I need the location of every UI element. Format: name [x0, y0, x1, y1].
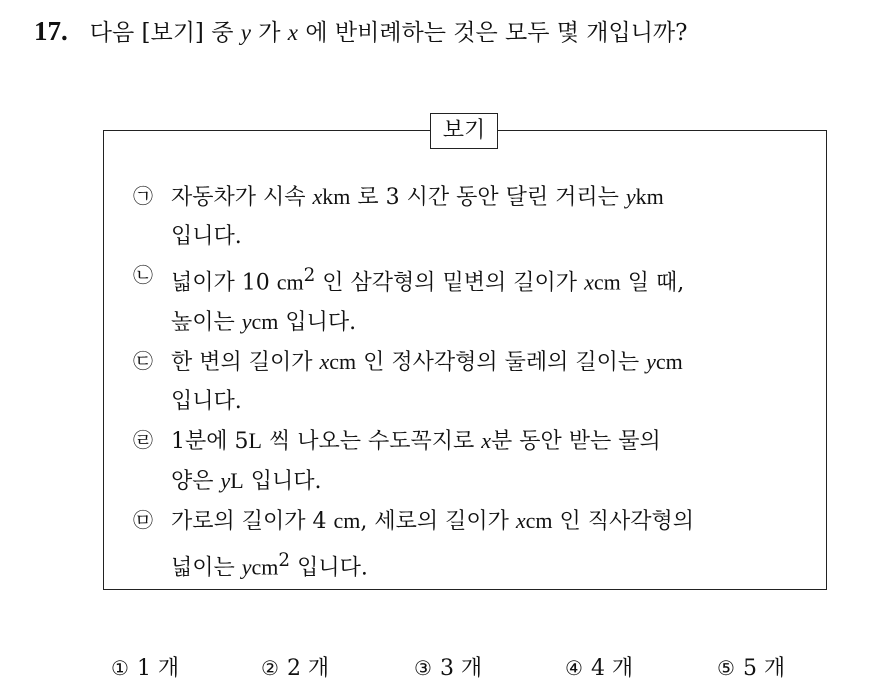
superscript: 2: [303, 265, 316, 286]
superscript: 2: [278, 550, 291, 572]
choice-number-mark: ⑤: [717, 656, 735, 680]
answer-choice-5[interactable]: [717, 652, 785, 685]
unit: cm: [593, 269, 621, 295]
item-line: [171, 256, 813, 302]
choice-label: 3 개: [439, 656, 483, 681]
answer-choice-4[interactable]: [565, 652, 633, 685]
variable-y: y: [646, 349, 656, 375]
variable-x: x: [584, 269, 594, 295]
choice-number-mark: ②: [261, 656, 279, 680]
question-text-part: 가: [250, 20, 288, 46]
item-marker: ㉣: [133, 428, 153, 453]
item-marker: ㉤: [133, 508, 153, 533]
item-text: 가로의 길이가 4: [171, 509, 327, 535]
item-text: 넓이가 10: [171, 270, 270, 296]
item-line: [171, 501, 813, 541]
unit: cm: [276, 269, 304, 295]
unit: km: [322, 184, 351, 209]
choice-number-mark: ①: [111, 656, 129, 680]
unit: cm: [251, 309, 279, 335]
item-text: 일 때,: [620, 270, 685, 296]
unit: cm: [329, 349, 357, 375]
example-item: [133, 342, 813, 421]
unit: L: [230, 468, 244, 494]
item-line: [171, 382, 813, 421]
item-text: 1분에 5: [171, 429, 249, 455]
variable-y: y: [625, 184, 636, 209]
item-line: [171, 302, 813, 342]
answer-choice-3[interactable]: [414, 652, 482, 685]
variable-x: x: [312, 184, 323, 209]
item-text: 입니다.: [290, 555, 368, 581]
item-line: [171, 177, 813, 217]
item-line: [171, 217, 813, 256]
example-items: [133, 177, 813, 588]
unit: cm: [655, 349, 683, 375]
choice-label: 5 개: [742, 656, 786, 681]
item-text: 로 3 시간 동안 달린 거리는: [350, 185, 626, 210]
variable-y: y: [240, 20, 251, 45]
item-text: , 세로의 길이가: [360, 509, 516, 535]
variable-x: x: [515, 508, 526, 534]
item-text: 한 변의 길이가: [171, 350, 320, 376]
item-line: [171, 461, 813, 501]
item-text: 분 동안 받는 물의: [490, 429, 661, 455]
question-text-part: 에 반비례하는 것은 모두 몇 개입니까?: [298, 20, 688, 46]
example-item: [133, 421, 813, 501]
variable-y: y: [220, 468, 231, 494]
item-line: [171, 342, 813, 382]
item-text: 입니다.: [243, 469, 322, 495]
item-text: 씩 나오는 수도꼭지로: [261, 429, 482, 455]
unit: cm: [333, 508, 361, 534]
unit: cm: [525, 508, 553, 534]
example-item: [133, 256, 813, 342]
choice-label: 1 개: [136, 656, 180, 681]
unit: cm: [251, 554, 279, 580]
answer-choice-1[interactable]: [111, 652, 179, 685]
question-number: 17.: [34, 16, 68, 46]
item-text: 인 정사각형의 둘레의 길이는: [356, 350, 647, 376]
variable-x: x: [319, 349, 330, 375]
item-text: 높이는: [171, 310, 242, 336]
question-text-part: 다음 [보기] 중: [89, 20, 241, 46]
item-marker: ㉡: [133, 263, 153, 287]
item-text: 자동차가 시속: [171, 185, 313, 210]
item-text: 양은: [171, 469, 221, 495]
item-text: 인 직사각형의: [552, 509, 695, 535]
variable-y: y: [241, 554, 252, 580]
item-marker: ㉢: [133, 349, 153, 374]
item-text: 입니다.: [278, 310, 357, 336]
choice-number-mark: ③: [414, 656, 432, 680]
example-box-title: 보기: [430, 113, 498, 149]
choice-number-mark: ④: [565, 656, 583, 680]
question-text: [34, 14, 687, 50]
answer-choice-2[interactable]: [261, 652, 329, 685]
variable-x: x: [481, 428, 491, 454]
item-text: 입니다.: [171, 389, 242, 415]
example-item: [133, 501, 813, 587]
item-line: [171, 541, 813, 587]
example-item: [133, 177, 813, 256]
choice-label: 2 개: [286, 656, 330, 681]
item-text: 인 삼각형의 밑변의 길이가: [315, 270, 585, 296]
unit: km: [635, 184, 664, 209]
variable-y: y: [241, 309, 252, 335]
choice-label: 4 개: [590, 656, 634, 681]
item-text: 넓이는: [171, 555, 242, 581]
item-marker: ㉠: [133, 184, 153, 208]
variable-x: x: [287, 20, 299, 45]
item-line: [171, 421, 813, 461]
item-text: 입니다.: [171, 224, 242, 249]
unit: L: [248, 428, 262, 454]
